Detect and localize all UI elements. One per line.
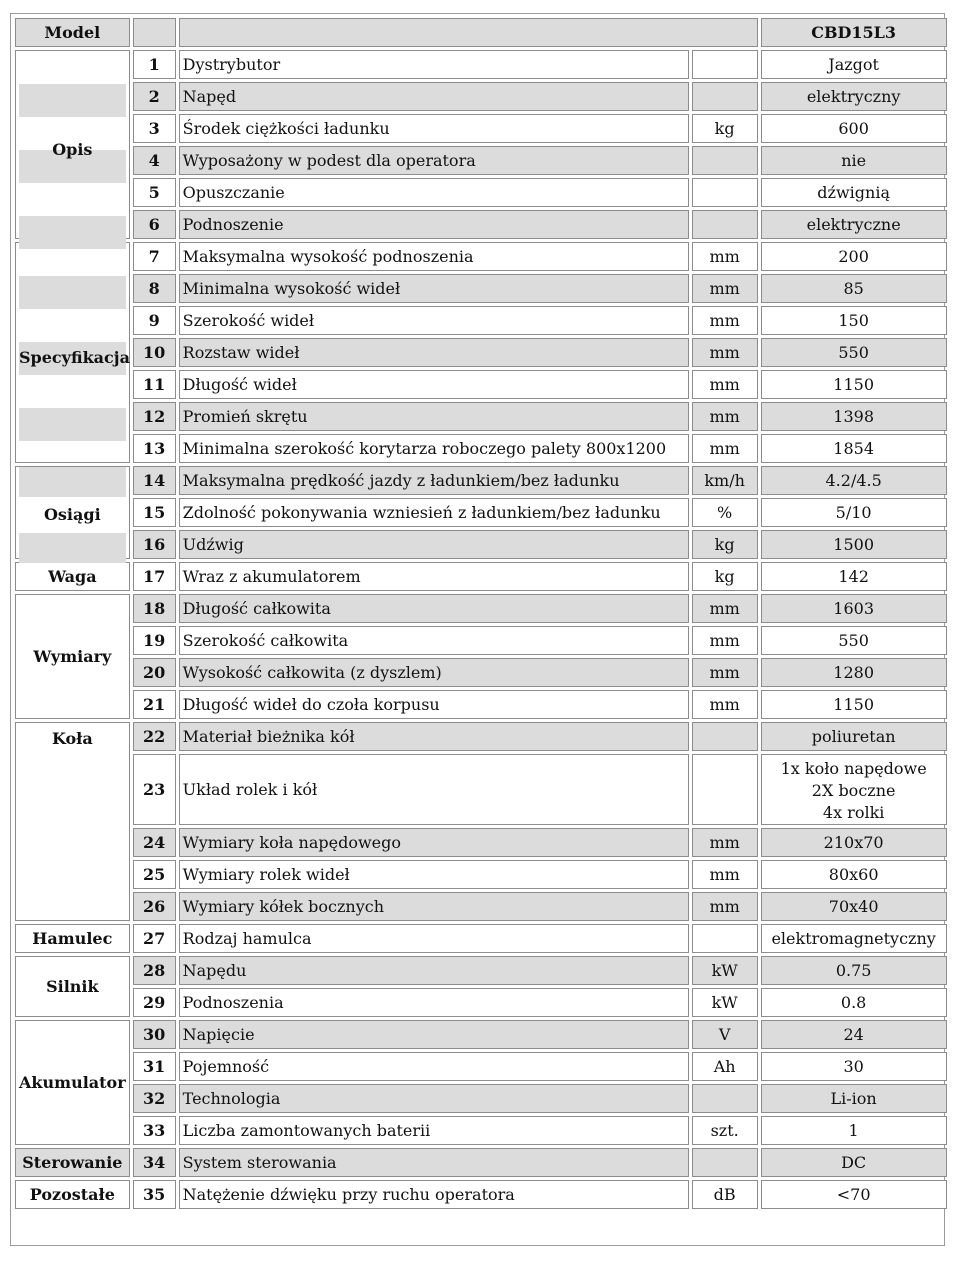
- param-value: 0.8: [761, 988, 947, 1017]
- table-row: [15, 530, 947, 559]
- param-name: Natężenie dźwięku przy ruchu operatora: [179, 1180, 689, 1209]
- row-number: 16: [133, 530, 176, 559]
- param-name: Układ rolek i kół: [179, 754, 689, 825]
- param-value: 80x60: [761, 860, 947, 889]
- header-blank-param: [179, 18, 758, 47]
- model-label: Model: [15, 18, 130, 47]
- row-number: 29: [133, 988, 176, 1017]
- table-row: [15, 956, 947, 985]
- table-row: [15, 210, 947, 239]
- category-sterowanie: Sterowanie: [15, 1148, 130, 1177]
- table-row: [15, 434, 947, 463]
- param-name: Szerokość całkowita: [179, 626, 689, 655]
- param-value: 1603: [761, 594, 947, 623]
- param-value: 24: [761, 1020, 947, 1049]
- param-name: Zdolność pokonywania wzniesień z ładunkiem/bez ładunku: [179, 498, 689, 527]
- param-unit: mm: [692, 306, 758, 335]
- param-value: 1500: [761, 530, 947, 559]
- row-number: 4: [133, 146, 176, 175]
- table-row: [15, 402, 947, 431]
- param-value: 200: [761, 242, 947, 271]
- row-number: 3: [133, 114, 176, 143]
- row-number: 2: [133, 82, 176, 111]
- param-name: Wysokość całkowita (z dyszlem): [179, 658, 689, 687]
- row-number: 34: [133, 1148, 176, 1177]
- param-name: Środek ciężkości ładunku: [179, 114, 689, 143]
- row-number: 21: [133, 690, 176, 719]
- table-row: [15, 562, 947, 591]
- table-row: [15, 146, 947, 175]
- table-row: [15, 338, 947, 367]
- param-unit: [692, 146, 758, 175]
- param-name: Wymiary rolek wideł: [179, 860, 689, 889]
- param-unit: %: [692, 498, 758, 527]
- param-value: 5/10: [761, 498, 947, 527]
- header-blank-no: [133, 18, 176, 47]
- row-number: 20: [133, 658, 176, 687]
- param-unit: [692, 924, 758, 953]
- category-waga: Waga: [15, 562, 130, 591]
- row-number: 1: [133, 50, 176, 79]
- param-name: Napięcie: [179, 1020, 689, 1049]
- category-kola: Koła: [15, 722, 130, 921]
- param-unit: [692, 1148, 758, 1177]
- param-name: Dystrybutor: [179, 50, 689, 79]
- param-name: Materiał bieżnika kół: [179, 722, 689, 751]
- param-name: Podnoszenie: [179, 210, 689, 239]
- table-row: [15, 1180, 947, 1209]
- param-value: 1150: [761, 370, 947, 399]
- row-number: 24: [133, 828, 176, 857]
- param-unit: mm: [692, 892, 758, 921]
- table-row: [15, 1052, 947, 1081]
- param-value: poliuretan: [761, 722, 947, 751]
- param-name: Długość wideł do czoła korpusu: [179, 690, 689, 719]
- table-row: [15, 626, 947, 655]
- table-row: [15, 924, 947, 953]
- param-unit: kg: [692, 530, 758, 559]
- param-unit: V: [692, 1020, 758, 1049]
- param-value: 70x40: [761, 892, 947, 921]
- row-number: 35: [133, 1180, 176, 1209]
- param-name: Długość całkowita: [179, 594, 689, 623]
- param-unit: [692, 178, 758, 207]
- row-number: 30: [133, 1020, 176, 1049]
- param-value: elektryczne: [761, 210, 947, 239]
- param-value: Jazgot: [761, 50, 947, 79]
- row-number: 6: [133, 210, 176, 239]
- row-number: 15: [133, 498, 176, 527]
- row-number: 23: [133, 754, 176, 825]
- row-number: 9: [133, 306, 176, 335]
- param-value: 0.75: [761, 956, 947, 985]
- table-row: [15, 828, 947, 857]
- param-value: 550: [761, 626, 947, 655]
- row-number: 27: [133, 924, 176, 953]
- spec-table: [12, 15, 950, 1212]
- param-value: elektromagnetyczny: [761, 924, 947, 953]
- param-unit: [692, 50, 758, 79]
- param-unit: szt.: [692, 1116, 758, 1145]
- row-number: 14: [133, 466, 176, 495]
- table-row: [15, 498, 947, 527]
- value-line: 1x koło napędowe: [780, 759, 927, 778]
- table-row: [15, 242, 947, 271]
- param-unit: mm: [692, 828, 758, 857]
- table-row: [15, 860, 947, 889]
- param-value: dźwignią: [761, 178, 947, 207]
- param-unit: [692, 1084, 758, 1113]
- param-unit: dB: [692, 1180, 758, 1209]
- param-unit: mm: [692, 274, 758, 303]
- param-name: Wyposażony w podest dla operatora: [179, 146, 689, 175]
- param-value: 1: [761, 1116, 947, 1145]
- param-name: Wymiary kółek bocznych: [179, 892, 689, 921]
- param-unit: [692, 754, 758, 825]
- param-name: Minimalna wysokość wideł: [179, 274, 689, 303]
- table-row: [15, 690, 947, 719]
- param-value: 1280: [761, 658, 947, 687]
- param-unit: kg: [692, 562, 758, 591]
- row-number: 7: [133, 242, 176, 271]
- category-opis: [15, 50, 130, 239]
- row-number: 10: [133, 338, 176, 367]
- param-value: elektryczny: [761, 82, 947, 111]
- category-specyfikacja: [15, 242, 130, 463]
- param-value: <70: [761, 1180, 947, 1209]
- table-row: [15, 114, 947, 143]
- table-row: [15, 892, 947, 921]
- table-row: [15, 466, 947, 495]
- table-row: [15, 306, 947, 335]
- param-unit: mm: [692, 370, 758, 399]
- category-label: Osiągi: [43, 505, 101, 524]
- row-number: 18: [133, 594, 176, 623]
- table-row: [15, 178, 947, 207]
- category-pozostale: Pozostałe: [15, 1180, 130, 1209]
- param-value: 150: [761, 306, 947, 335]
- param-unit: mm: [692, 402, 758, 431]
- param-unit: mm: [692, 434, 758, 463]
- param-unit: mm: [692, 658, 758, 687]
- row-number: 26: [133, 892, 176, 921]
- param-unit: km/h: [692, 466, 758, 495]
- param-value: Li-ion: [761, 1084, 947, 1113]
- param-name: Pojemność: [179, 1052, 689, 1081]
- table-row: [15, 1148, 947, 1177]
- value-line: 2X boczne: [811, 781, 896, 800]
- param-unit: mm: [692, 242, 758, 271]
- row-number: 28: [133, 956, 176, 985]
- table-row: [15, 722, 947, 751]
- param-unit: mm: [692, 690, 758, 719]
- param-name: Maksymalna prędkość jazdy z ładunkiem/bez ładunku: [179, 466, 689, 495]
- table-row: [15, 594, 947, 623]
- param-value: 85: [761, 274, 947, 303]
- row-number: 8: [133, 274, 176, 303]
- param-value: 210x70: [761, 828, 947, 857]
- param-name: Technologia: [179, 1084, 689, 1113]
- category-label: Opis: [52, 140, 93, 159]
- param-value: 142: [761, 562, 947, 591]
- param-unit: mm: [692, 626, 758, 655]
- category-hamulec: Hamulec: [15, 924, 130, 953]
- param-value: 4.2/4.5: [761, 466, 947, 495]
- table-row: [15, 274, 947, 303]
- row-number: 11: [133, 370, 176, 399]
- param-name: Wraz z akumulatorem: [179, 562, 689, 591]
- param-name: Rodzaj hamulca: [179, 924, 689, 953]
- category-label: Specyfikacja: [19, 348, 130, 367]
- param-value: 550: [761, 338, 947, 367]
- param-value: nie: [761, 146, 947, 175]
- param-name: System sterowania: [179, 1148, 689, 1177]
- param-unit: kg: [692, 114, 758, 143]
- table-row: [15, 82, 947, 111]
- row-number: 33: [133, 1116, 176, 1145]
- param-name: Liczba zamontowanych baterii: [179, 1116, 689, 1145]
- param-unit: kW: [692, 988, 758, 1017]
- param-name: Długość wideł: [179, 370, 689, 399]
- header-row: [15, 18, 947, 47]
- param-name: Minimalna szerokość korytarza roboczego palety 800x1200: [179, 434, 689, 463]
- table-row: [15, 1020, 947, 1049]
- param-unit: kW: [692, 956, 758, 985]
- row-number: 25: [133, 860, 176, 889]
- param-name: Udźwig: [179, 530, 689, 559]
- category-akumulator: Akumulator: [15, 1020, 130, 1145]
- table-row: [15, 50, 947, 79]
- table-row: [15, 754, 947, 825]
- row-number: 17: [133, 562, 176, 591]
- row-number: 31: [133, 1052, 176, 1081]
- param-unit: [692, 210, 758, 239]
- param-value: [761, 754, 947, 825]
- row-number: 5: [133, 178, 176, 207]
- row-number: 19: [133, 626, 176, 655]
- category-wymiary: Wymiary: [15, 594, 130, 719]
- row-number: 22: [133, 722, 176, 751]
- row-number: 32: [133, 1084, 176, 1113]
- param-name: Maksymalna wysokość podnoszenia: [179, 242, 689, 271]
- param-value: 30: [761, 1052, 947, 1081]
- param-unit: mm: [692, 594, 758, 623]
- param-unit: mm: [692, 860, 758, 889]
- param-name: Promień skrętu: [179, 402, 689, 431]
- category-silnik: Silnik: [15, 956, 130, 1017]
- param-unit: [692, 722, 758, 751]
- table-row: [15, 370, 947, 399]
- table-row: [15, 1116, 947, 1145]
- table-row: [15, 988, 947, 1017]
- param-name: Napędu: [179, 956, 689, 985]
- param-value: 600: [761, 114, 947, 143]
- param-value: 1854: [761, 434, 947, 463]
- param-name: Podnoszenia: [179, 988, 689, 1017]
- row-number: 12: [133, 402, 176, 431]
- param-name: Wymiary koła napędowego: [179, 828, 689, 857]
- param-unit: [692, 82, 758, 111]
- param-value: DC: [761, 1148, 947, 1177]
- value-line: 4x rolki: [822, 803, 885, 822]
- param-unit: mm: [692, 338, 758, 367]
- param-name: Napęd: [179, 82, 689, 111]
- param-name: Szerokość wideł: [179, 306, 689, 335]
- param-value: 1398: [761, 402, 947, 431]
- param-value: 1150: [761, 690, 947, 719]
- table-row: [15, 1084, 947, 1113]
- model-value: CBD15L3: [761, 18, 947, 47]
- param-name: Rozstaw wideł: [179, 338, 689, 367]
- row-number: 13: [133, 434, 176, 463]
- param-name: Opuszczanie: [179, 178, 689, 207]
- category-osiagi: [15, 466, 130, 559]
- table-row: [15, 658, 947, 687]
- param-unit: Ah: [692, 1052, 758, 1081]
